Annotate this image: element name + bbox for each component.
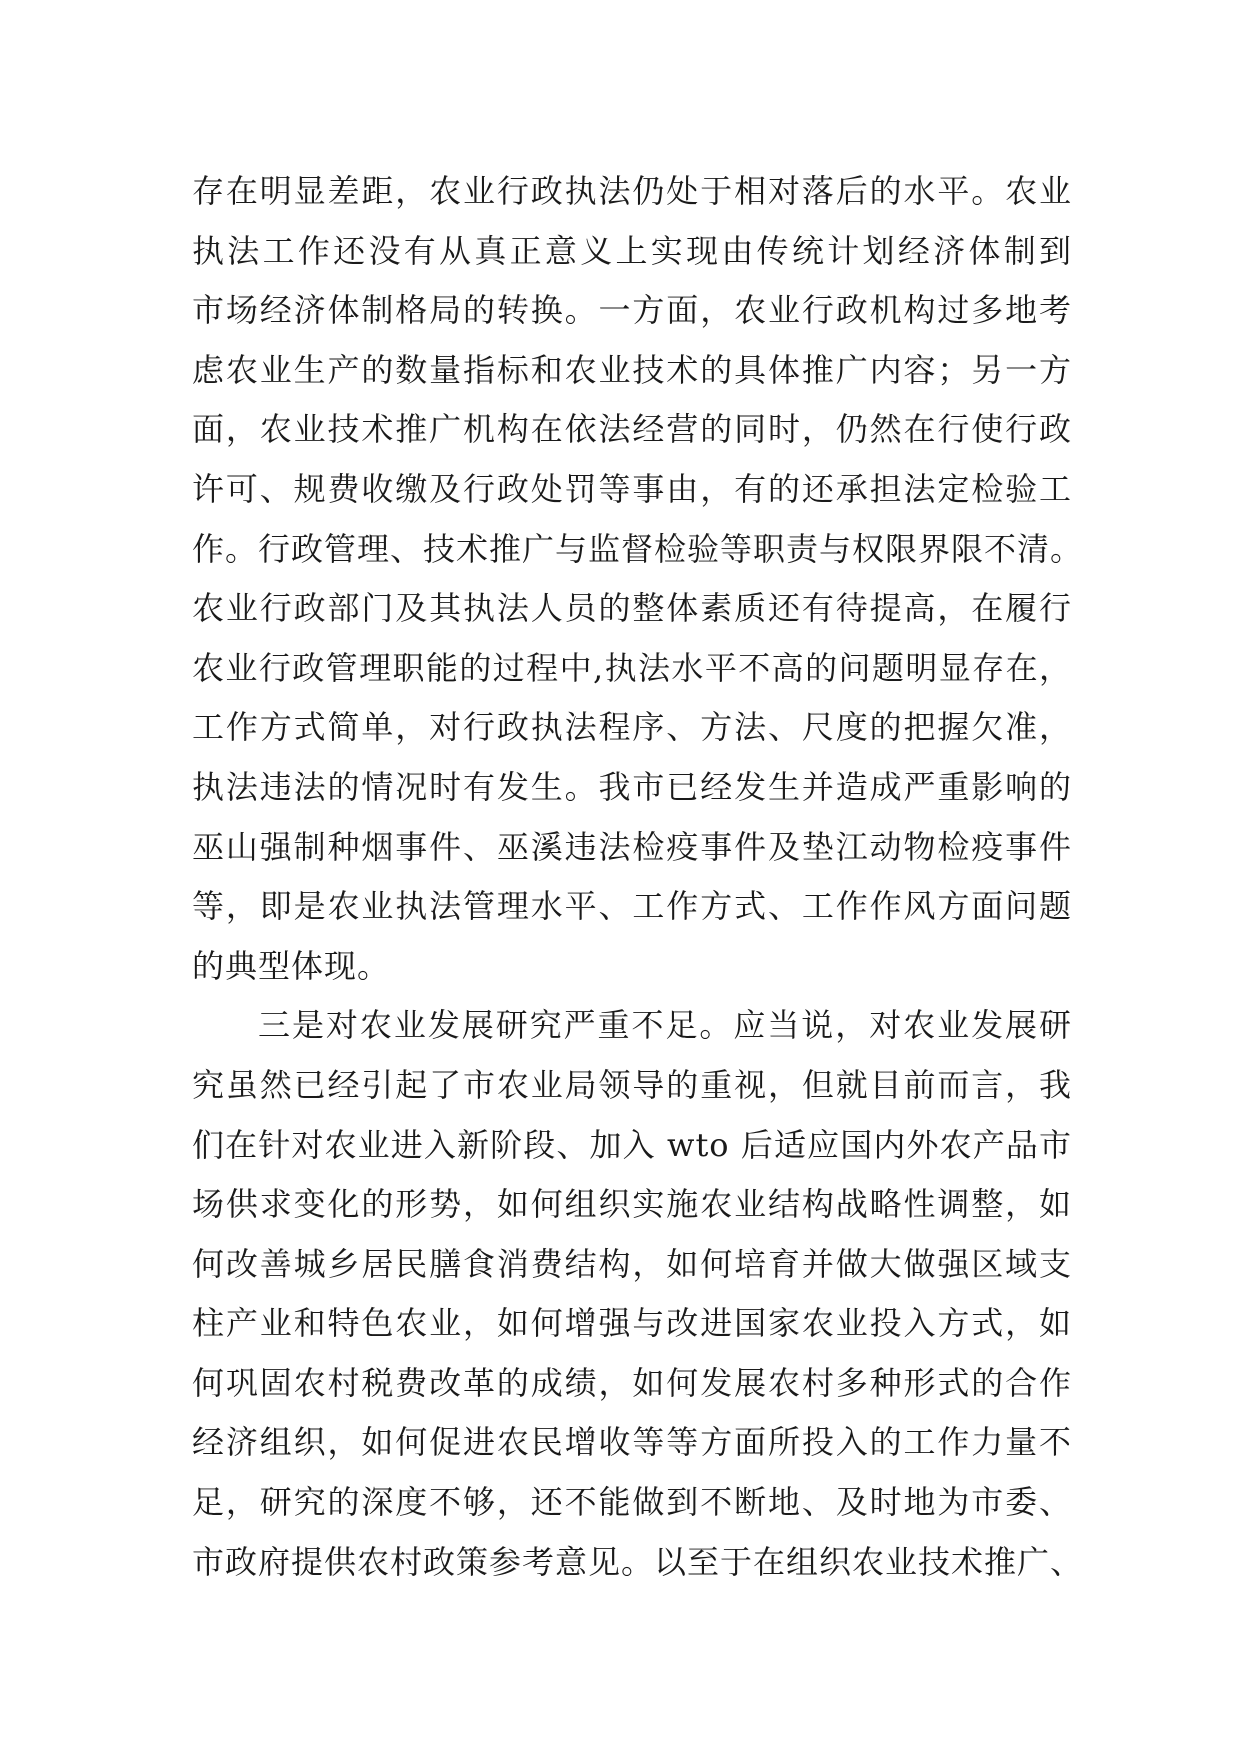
text-line: 经济组织，如何促进农民增收等等方面所投入的工作力量不 [192, 1423, 1072, 1462]
text-line: 执法工作还没有从真正意义上实现由传统计划经济体制到 [192, 231, 1072, 270]
text-line: 何巩固农村税费改革的成绩，如何发展农村多种形式的合作 [192, 1363, 1072, 1402]
text-line: 许可、规费收缴及行政处罚等事由，有的还承担法定检验工 [192, 469, 1072, 508]
text-line: 存在明显差距，农业行政执法仍处于相对落后的水平。农业 [192, 172, 1072, 210]
text-line: 市场经济体制格局的转换。一方面，农业行政机构过多地考 [192, 291, 1072, 330]
text-line: 虑农业生产的数量指标和农业技术的具体推广内容；另一方 [192, 350, 1072, 389]
text-line: 工作方式简单，对行政执法程序、方法、尺度的把握欠准， [192, 708, 1072, 747]
text-line: 巫山强制种烟事件、巫溪违法检疫事件及垫江动物检疫事件 [192, 827, 1072, 866]
text-line: 农业行政管理职能的过程中,执法水平不高的问题明显存在， [192, 648, 1072, 687]
body-text [192, 162, 1084, 1592]
text-line: 柱产业和特色农业，如何增强与改进国家农业投入方式，如 [192, 1304, 1072, 1343]
text-line: 农业行政部门及其执法人员的整体素质还有待提高，在履行 [192, 589, 1072, 628]
paragraph-first-line: 三是对农业发展研究严重不足。应当说，对农业发展研 [258, 1006, 1072, 1045]
text-line: 作。行政管理、技术推广与监督检验等职责与权限界限不清。 [192, 529, 1084, 568]
text-line: 面，农业技术推广机构在依法经营的同时，仍然在行使行政 [192, 410, 1072, 449]
text-line: 等，即是农业执法管理水平、工作方式、工作作风方面问题 [192, 887, 1072, 926]
text-line: 究虽然已经引起了市农业局领导的重视，但就目前而言，我 [192, 1065, 1072, 1104]
text-line: 执法违法的情况时有发生。我市已经发生并造成严重影响的 [192, 767, 1072, 806]
text-line: 场供求变化的形势，如何组织实施农业结构战略性调整，如 [192, 1185, 1072, 1224]
text-line: 足，研究的深度不够，还不能做到不断地、及时地为市委、 [192, 1483, 1072, 1522]
text-line: 们在针对农业进入新阶段、加入 wto 后适应国内外农产品市 [192, 1125, 1072, 1164]
text-line: 市政府提供农村政策参考意见。以至于在组织农业技术推广、 [192, 1542, 1084, 1581]
text-line: 的典型体现。 [192, 946, 391, 985]
text-line: 何改善城乡居民膳食消费结构，如何培育并做大做强区域支 [192, 1244, 1072, 1283]
